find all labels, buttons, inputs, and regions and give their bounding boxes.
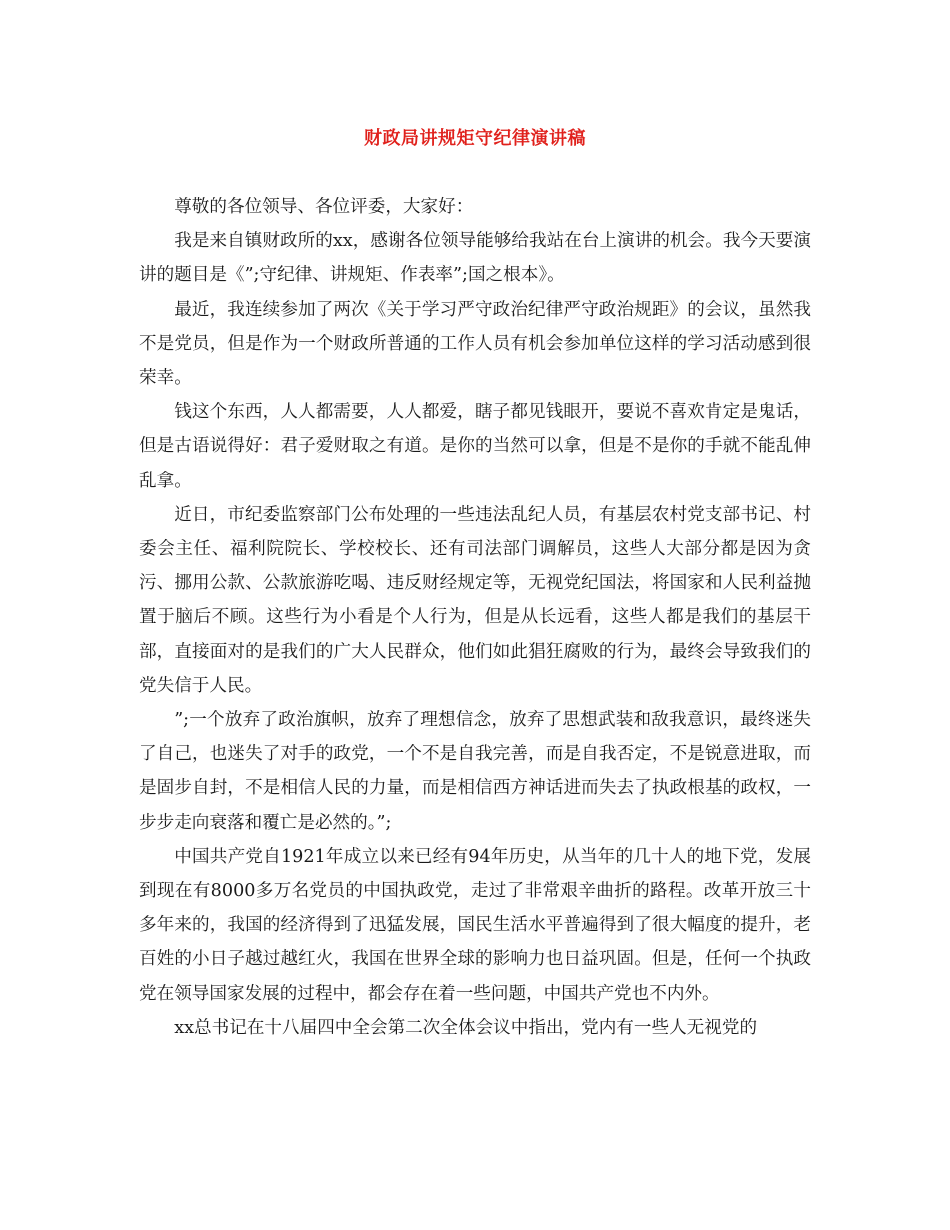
paragraph-quote: ”;一个放弃了政治旗帜，放弃了理想信念，放弃了思想武装和敌我意识，最终迷失了自己，也迷失了对手的政党，一个不是自我完善，而是自我否定，不是锐意进取，而是固步自封，不是相信人民的力量，而是相信西方神话进而失去了执政根基的政权，一步步走向衰落和覆亡是必然的。”;	[139, 710, 811, 833]
document-body	[139, 190, 811, 1045]
paragraph-discipline-cases: 近日，市纪委监察部门公布处理的一些违法乱纪人员，有基层农村党支部书记、村委会主任、福利院院长、学校校长、还有司法部门调解员，这些人大部分都是因为贪污、挪用公款、公款旅游吃喝、违反财经规定等，无视党纪国法，将国家和人民利益抛置于脑后不顾。这些行为小看是个人行为，但是从长远看，这些人都是我们的基层干部，直接面对的是我们的广大人民群众，他们如此猖狂腐败的行为，最终会导致我们的党失信于人民。	[139, 504, 811, 696]
paragraph-greeting: 尊敬的各位领导、各位评委，大家好：	[174, 197, 474, 217]
paragraph-meeting: 最近，我连续参加了两次《关于学习严守政治纪律严守政治规距》的会议，虽然我不是党员，但是作为一个财政所普通的工作人员有机会参加单位这样的学习活动感到很荣幸。	[139, 299, 811, 389]
paragraph-party-history: 中国共产党自1921年成立以来已经有94年历史，从当年的几十人的地下党，发展到现在有8000多万名党员的中国执政党，走过了非常艰辛曲折的路程。改革开放三十多年来的，我国的经济得到了迅猛发展，国民生活水平普遍得到了很大幅度的提升，老百姓的小日子越过越红火，我国在世界全球的影响力也日益巩固。但是，任何一个执政党在领导国家发展的过程中，都会存在着一些问题，中国共产党也不内外。	[139, 846, 811, 1004]
paragraph-intro: 我是来自镇财政所的xx，感谢各位领导能够给我站在台上演讲的机会。我今天要演讲的题目是《”;守纪律、讲规矩、作表率”;国之根本》。	[139, 231, 811, 286]
paragraph-money: 钱这个东西，人人都需要，人人都爱，瞎子都见钱眼开，要说不喜欢肯定是鬼话，但是古语说得好：君子爱财取之有道。是你的当然可以拿，但是不是你的手就不能乱伸乱拿。	[139, 402, 811, 491]
paragraph-general-secretary: xx总书记在十八届四中全会第二次全体会议中指出，党内有一些人无视党的	[174, 1017, 758, 1038]
document-title: 财政局讲规矩守纪律演讲稿	[364, 128, 586, 149]
